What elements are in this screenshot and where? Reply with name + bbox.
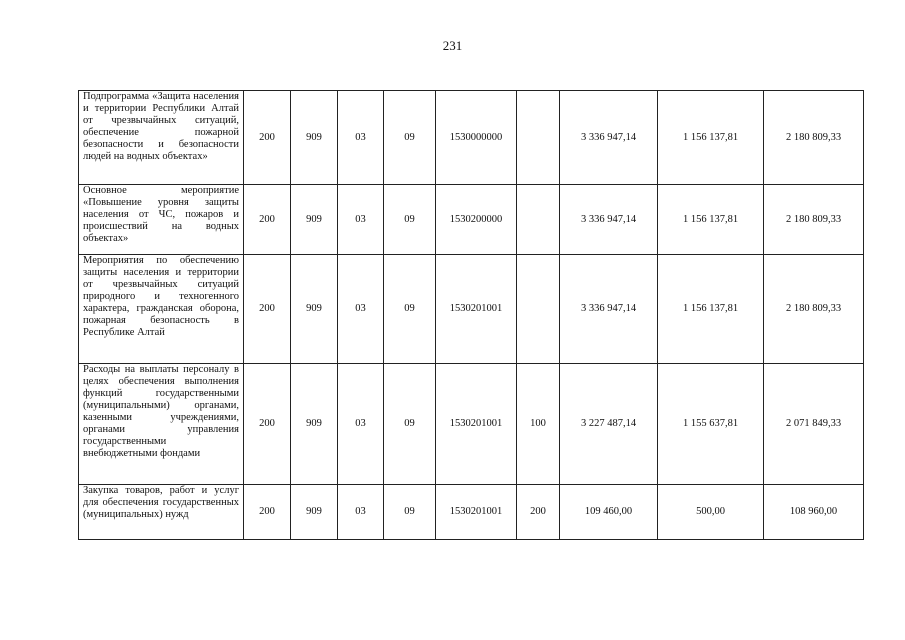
cell-col4: 09	[384, 485, 436, 540]
cell-amount2: 1 156 137,81	[658, 185, 764, 255]
cell-amount2: 500,00	[658, 485, 764, 540]
cell-amount2: 1 156 137,81	[658, 91, 764, 185]
table-row	[79, 364, 864, 485]
cell-amount3: 2 071 849,33	[764, 364, 864, 485]
cell-col1: 200	[244, 255, 291, 364]
table-row	[79, 485, 864, 540]
cell-amount1: 3 336 947,14	[560, 185, 658, 255]
table-row	[79, 255, 864, 364]
cell-col4: 09	[384, 185, 436, 255]
cell-col3: 03	[338, 485, 384, 540]
cell-col2: 909	[291, 91, 338, 185]
cell-col1: 200	[244, 185, 291, 255]
table-row	[79, 185, 864, 255]
cell-amount3: 2 180 809,33	[764, 255, 864, 364]
row-description: Закупка товаров, работ и услуг для обеспечения государственных (муниципальных) нужд	[79, 485, 244, 540]
cell-type: 100	[517, 364, 560, 485]
cell-col2: 909	[291, 485, 338, 540]
cell-col3: 03	[338, 91, 384, 185]
row-description: Основное мероприятие «Повышение уровня защиты населения от ЧС, пожаров и происшествий на водных объектах»	[79, 185, 244, 255]
cell-amount3: 108 960,00	[764, 485, 864, 540]
cell-col2: 909	[291, 185, 338, 255]
cell-amount2: 1 155 637,81	[658, 364, 764, 485]
cell-col1: 200	[244, 364, 291, 485]
cell-amount1: 3 336 947,14	[560, 255, 658, 364]
cell-amount3: 2 180 809,33	[764, 91, 864, 185]
cell-col4: 09	[384, 91, 436, 185]
cell-code: 1530200000	[436, 185, 517, 255]
cell-col1: 200	[244, 485, 291, 540]
cell-code: 1530201001	[436, 255, 517, 364]
cell-type	[517, 185, 560, 255]
cell-amount1: 109 460,00	[560, 485, 658, 540]
cell-col2: 909	[291, 364, 338, 485]
cell-code: 1530201001	[436, 364, 517, 485]
cell-amount1: 3 227 487,14	[560, 364, 658, 485]
cell-col2: 909	[291, 255, 338, 364]
cell-type: 200	[517, 485, 560, 540]
row-description: Мероприятия по обеспечению защиты населения и территории от чрезвычайных ситуаций природного и техногенного характера, гражданская оборона, пожарная безопасность в Республике Алтай	[79, 255, 244, 364]
cell-amount3: 2 180 809,33	[764, 185, 864, 255]
cell-amount2: 1 156 137,81	[658, 255, 764, 364]
row-description: Подпрограмма «Защита населения и территории Республики Алтай от чрезвычайных ситуаций, обеспечение пожарной безопасности и безопасности людей на водных объектах»	[79, 91, 244, 185]
budget-table	[78, 90, 864, 540]
cell-col3: 03	[338, 255, 384, 364]
cell-col1: 200	[244, 91, 291, 185]
table-row	[79, 91, 864, 185]
cell-type	[517, 255, 560, 364]
cell-code: 1530201001	[436, 485, 517, 540]
row-description: Расходы на выплаты персоналу в целях обеспечения выполнения функций государственными (муниципальными) органами, казенными учреждениями, органами управления государственными внебюджетными фондами	[79, 364, 244, 485]
cell-col3: 03	[338, 364, 384, 485]
cell-col3: 03	[338, 185, 384, 255]
cell-type	[517, 91, 560, 185]
cell-amount1: 3 336 947,14	[560, 91, 658, 185]
cell-col4: 09	[384, 364, 436, 485]
page-number: 231	[442, 38, 463, 53]
cell-code: 1530000000	[436, 91, 517, 185]
cell-col4: 09	[384, 255, 436, 364]
